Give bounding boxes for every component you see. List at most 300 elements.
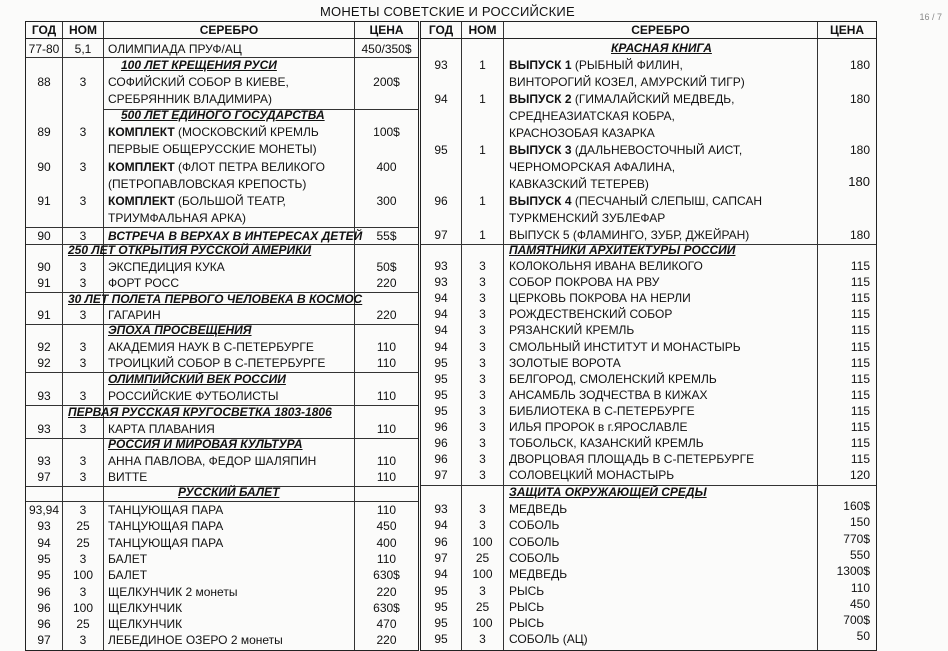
table-row bbox=[421, 142, 876, 158]
row-nominal: 3 bbox=[479, 291, 486, 306]
row-title bbox=[108, 584, 237, 600]
row-title-text: ФОРТ РОСС bbox=[108, 276, 179, 290]
row-year: 96 bbox=[434, 452, 448, 467]
row-title bbox=[509, 290, 691, 306]
row-price: 180 bbox=[849, 228, 870, 242]
table-row bbox=[26, 74, 418, 90]
row-title bbox=[509, 615, 544, 631]
page-title: МОНЕТЫ СОВЕТСКИЕ И РОССИЙСКИЕ bbox=[320, 4, 575, 19]
row-price: 110 bbox=[376, 454, 397, 468]
row-nominal: 3 bbox=[479, 371, 486, 386]
row-year: 90 bbox=[37, 229, 51, 243]
row-price: 180 bbox=[849, 143, 870, 157]
row-nominal: 3 bbox=[79, 389, 87, 403]
table-row bbox=[421, 355, 876, 371]
row-nominal: 1 bbox=[479, 143, 486, 157]
row-title bbox=[509, 599, 544, 615]
row-title-text: ЩЕЛКУНЧИК 2 монеты bbox=[108, 584, 238, 599]
row-nominal: 25 bbox=[76, 617, 90, 632]
table-row bbox=[421, 501, 876, 517]
row-title-text: (МОСКОВСКИЙ КРЕМЛЬ bbox=[178, 125, 319, 139]
row-title-text: ЛЕБЕДИНОЕ ОЗЕРО 2 монеты bbox=[108, 633, 283, 648]
row-price: 770$ bbox=[843, 531, 870, 546]
row-price: 200$ bbox=[373, 75, 400, 89]
row-title bbox=[108, 259, 225, 275]
row-year: 94 bbox=[434, 92, 448, 106]
row-continuation: ПЕРВЫЕ ОБЩЕРУССКИЕ МОНЕТЫ) bbox=[108, 142, 317, 156]
row-title bbox=[108, 567, 147, 583]
row-nominal: 100 bbox=[472, 567, 493, 582]
row-price: 700$ bbox=[843, 613, 870, 628]
row-year: 95 bbox=[434, 616, 448, 631]
row-continuation: (ПЕТРОПАВЛОВСКАЯ КРЕПОСТЬ) bbox=[108, 177, 307, 191]
row-year: 95 bbox=[37, 551, 51, 566]
row-title-text: ТРОИЦКИЙ СОБОР В С-ПЕТЕРБУРГЕ bbox=[108, 356, 326, 370]
row-title bbox=[509, 583, 544, 599]
row-title bbox=[108, 339, 314, 355]
row-title bbox=[108, 307, 161, 323]
left-table-header bbox=[26, 22, 418, 39]
row-nominal: 3 bbox=[479, 339, 486, 354]
table-row bbox=[26, 159, 418, 175]
row-title-bold: ВЫПУСК 3 bbox=[509, 143, 572, 157]
row-year: 93 bbox=[434, 58, 448, 72]
table-row bbox=[26, 307, 418, 323]
table-row bbox=[26, 535, 418, 551]
row-nominal: 3 bbox=[479, 275, 486, 290]
row-nominal: 1 bbox=[479, 194, 486, 208]
table-row bbox=[421, 435, 876, 451]
row-title-text: СОБОЛЬ bbox=[509, 518, 560, 533]
row-nominal: 3 bbox=[79, 454, 87, 468]
row-price: 110 bbox=[376, 356, 397, 370]
row-title bbox=[509, 534, 559, 550]
row-title-text: (ФЛОТ ПЕТРА ВЕЛИКОГО bbox=[178, 160, 325, 174]
table-row bbox=[26, 124, 418, 140]
row-price: 220 bbox=[376, 633, 397, 648]
row-nominal: 3 bbox=[479, 259, 486, 273]
row-title bbox=[509, 227, 749, 243]
table-row bbox=[421, 580, 876, 599]
col-name-header: СЕРЕБРО bbox=[631, 23, 690, 37]
table-row bbox=[421, 547, 876, 566]
row-price: 400 bbox=[376, 535, 397, 550]
table-row bbox=[26, 339, 418, 355]
row-title bbox=[509, 451, 754, 467]
row-title-text: МЕДВЕДЬ bbox=[509, 502, 568, 516]
row-nominal: 3 bbox=[79, 308, 87, 322]
row-title-text: ВСТРЕЧА В ВЕРХАХ В ИНТЕРЕСАХ ДЕТЕЙ bbox=[108, 229, 363, 243]
section-title: ПАМЯТНИКИ АРХИТЕКТУРЫ РОССИИ bbox=[509, 243, 736, 257]
row-title bbox=[509, 435, 704, 451]
row-price: 110 bbox=[850, 580, 870, 595]
row-title-bold: ВЫПУСК 1 bbox=[509, 58, 572, 72]
row-title-text: ТОБОЛЬСК, КАЗАНСКИЙ КРЕМЛЬ bbox=[509, 436, 704, 451]
row-year: 93 bbox=[37, 389, 51, 403]
row-nominal: 3 bbox=[479, 452, 486, 467]
row-title bbox=[108, 616, 182, 632]
row-nominal: 1 bbox=[479, 228, 486, 242]
row-title bbox=[509, 566, 567, 582]
row-title bbox=[108, 388, 278, 404]
row-nominal: 3 bbox=[479, 436, 486, 451]
row-year: 91 bbox=[37, 194, 51, 208]
row-title-text: РОССИЙСКИЕ ФУТБОЛИСТЫ bbox=[108, 389, 279, 403]
row-title bbox=[509, 142, 742, 158]
table-row bbox=[421, 258, 876, 274]
row-title bbox=[108, 41, 242, 57]
table-row bbox=[26, 502, 418, 518]
row-year: 92 bbox=[37, 340, 51, 354]
row-year: 96 bbox=[37, 617, 51, 632]
row-title bbox=[509, 91, 734, 107]
row-nominal: 25 bbox=[475, 550, 490, 565]
row-year: 95 bbox=[434, 599, 448, 614]
row-title-text: РОЖДЕСТВЕНСКИЙ СОБОР bbox=[509, 307, 673, 322]
table-row bbox=[421, 419, 876, 435]
row-year: 90 bbox=[37, 160, 51, 174]
row-price: 450/350$ bbox=[361, 42, 412, 56]
row-title-text: (РЫБНЫЙ ФИЛИН, bbox=[574, 58, 683, 72]
row-continuation: ТУРКМЕНСКИЙ ЗУБЛЕФАР bbox=[509, 211, 666, 225]
row-year: 94 bbox=[434, 339, 448, 354]
row-title-text: ОЛИМПИАДА ПРУФ/АЦ bbox=[108, 42, 242, 56]
row-continuation: ТРИУМФАЛЬНАЯ АРКА) bbox=[108, 211, 246, 225]
row-price: 110 bbox=[376, 340, 397, 354]
row-price: 110 bbox=[376, 470, 397, 484]
row-nominal: 25 bbox=[475, 599, 490, 614]
col-nom-header: НОМ bbox=[468, 23, 497, 37]
row-title-bold: ВЫПУСК 4 bbox=[509, 194, 572, 208]
row-nominal: 3 bbox=[479, 403, 486, 418]
row-price: 115 bbox=[850, 307, 870, 322]
table-row bbox=[421, 274, 876, 290]
row-nominal: 1 bbox=[479, 58, 486, 72]
row-nominal: 3 bbox=[79, 356, 87, 370]
row-title bbox=[108, 159, 325, 175]
section-title: 500 ЛЕТ ЕДИНОГО ГОСУДАРСТВА bbox=[121, 108, 325, 122]
section-title: ПЕРВАЯ РУССКАЯ КРУГОСВЕТКА 1803-1806 bbox=[68, 405, 332, 419]
row-title bbox=[509, 274, 659, 290]
row-year: 96 bbox=[37, 600, 51, 615]
row-price: 400 bbox=[376, 160, 397, 174]
table-row bbox=[421, 566, 876, 582]
row-title-text: СОБОЛЬ (АЦ) bbox=[509, 632, 588, 647]
row-continuation: СРЕДНЕАЗИАТСКАЯ КОБРА, bbox=[509, 109, 675, 123]
row-nominal: 3 bbox=[479, 632, 486, 647]
table-row bbox=[26, 567, 418, 583]
row-price: 150 bbox=[849, 515, 870, 530]
col-year-header: ГОД bbox=[31, 23, 57, 37]
table-row bbox=[26, 616, 418, 632]
row-year: 95 bbox=[434, 632, 448, 647]
row-title-text: КАРТА ПЛАВАНИЯ bbox=[108, 422, 215, 436]
row-year: 93 bbox=[434, 259, 448, 273]
row-title bbox=[108, 453, 316, 469]
row-year: 95 bbox=[434, 371, 448, 386]
row-year: 95 bbox=[434, 355, 448, 370]
row-nominal: 100 bbox=[472, 534, 493, 549]
table-row bbox=[421, 517, 876, 533]
table-row bbox=[421, 451, 876, 467]
row-year: 92 bbox=[37, 356, 51, 370]
row-year: 95 bbox=[434, 403, 448, 418]
row-title-text: РЫСЬ bbox=[509, 616, 545, 631]
row-year: 93 bbox=[434, 275, 448, 290]
row-price: 630$ bbox=[373, 600, 400, 615]
row-title bbox=[509, 339, 741, 355]
row-price: 1300$ bbox=[836, 564, 870, 579]
section-title: ЗАЩИТА ОКРУЖАЮЩЕЙ СРЕДЫ bbox=[509, 485, 707, 499]
row-price: 115 bbox=[850, 387, 870, 402]
table-row bbox=[26, 228, 418, 244]
row-year: 97 bbox=[434, 228, 448, 242]
row-title-text: ЗОЛОТЫЕ ВОРОТА bbox=[509, 355, 621, 370]
row-price: 220 bbox=[376, 584, 397, 599]
row-title-text: РЫСЬ bbox=[509, 599, 545, 614]
table-row bbox=[26, 259, 418, 275]
row-year: 97 bbox=[434, 468, 448, 483]
section-title: РУССКИЙ БАЛЕТ bbox=[178, 485, 280, 499]
row-title-text: (ДАЛЬНЕВОСТОЧНЫЙ АИСТ, bbox=[574, 143, 743, 157]
row-year: 93,94 bbox=[28, 503, 60, 517]
row-year: 91 bbox=[37, 308, 51, 322]
table-row bbox=[421, 91, 876, 107]
table-row bbox=[26, 518, 418, 534]
row-year: 95 bbox=[37, 568, 51, 583]
row-price: 110 bbox=[376, 551, 397, 566]
row-title bbox=[509, 387, 708, 403]
row-nominal: 3 bbox=[79, 125, 87, 139]
row-title-text: ИЛЬЯ ПРОРОК в г.ЯРОСЛАВЛЕ bbox=[509, 420, 688, 434]
row-nominal: 3 bbox=[79, 503, 87, 517]
row-title bbox=[108, 600, 182, 616]
row-title-text: СОБОР ПОКРОВА НА РВУ bbox=[509, 275, 660, 290]
row-title bbox=[108, 228, 362, 244]
row-year: 88 bbox=[37, 75, 51, 89]
row-nominal: 3 bbox=[479, 502, 486, 516]
row-year: 96 bbox=[434, 436, 448, 451]
row-title-text: ТАНЦУЮЩАЯ ПАРА bbox=[108, 519, 224, 534]
row-nominal: 3 bbox=[479, 323, 486, 338]
row-title bbox=[509, 403, 695, 419]
table-row bbox=[421, 193, 876, 209]
row-title-text: АНСАМБЛЬ ЗОДЧЕСТВА В КИЖАХ bbox=[509, 387, 708, 402]
row-title-text: АКАДЕМИЯ НАУК В С-ПЕТЕРБУРГЕ bbox=[108, 340, 314, 354]
row-price: 55$ bbox=[376, 229, 397, 243]
row-year: 91 bbox=[37, 276, 51, 290]
col-nom-header: НОМ bbox=[69, 23, 97, 37]
row-price: 115 bbox=[850, 403, 870, 418]
col-price-header: ЦЕНА bbox=[369, 23, 404, 37]
row-year: 93 bbox=[434, 502, 448, 516]
section-title: 100 ЛЕТ КРЕЩЕНИЯ РУСИ bbox=[121, 58, 277, 72]
table-row bbox=[421, 403, 876, 419]
col-year-header: ГОД bbox=[428, 23, 454, 37]
row-year: 93 bbox=[37, 454, 51, 468]
row-price: 115 bbox=[850, 355, 870, 370]
row-title bbox=[509, 550, 559, 566]
row-title bbox=[509, 322, 634, 338]
row-price: 450 bbox=[376, 519, 397, 534]
row-year: 94 bbox=[37, 535, 51, 550]
table-row bbox=[421, 290, 876, 306]
section-title: 30 ЛЕТ ПОЛЕТА ПЕРВОГО ЧЕЛОВЕКА В КОСМОС bbox=[68, 292, 363, 306]
row-title bbox=[509, 258, 703, 274]
row-year: 97 bbox=[434, 550, 448, 565]
row-title-text: БИБЛИОТЕКА В С-ПЕТЕРБУРГЕ bbox=[509, 403, 695, 418]
row-price: 110 bbox=[376, 389, 397, 403]
row-continuation: СРЕБРЯННИК ВЛАДИМИРА) bbox=[108, 92, 272, 106]
row-price: 300 bbox=[376, 194, 397, 208]
row-price: 550 bbox=[849, 547, 870, 562]
row-nominal: 3 bbox=[79, 75, 87, 89]
row-year: 94 bbox=[434, 567, 448, 582]
table-row bbox=[421, 306, 876, 322]
row-price: 115 bbox=[850, 339, 870, 354]
row-continuation: ВИНТОРОГИЙ КОЗЕЛ, АМУРСКИЙ ТИГР) bbox=[509, 75, 745, 89]
row-title bbox=[509, 419, 688, 435]
left-table bbox=[25, 21, 419, 651]
row-price: 115 bbox=[850, 291, 870, 306]
row-year: 95 bbox=[434, 387, 448, 402]
row-year: 77-80 bbox=[28, 42, 60, 56]
row-title bbox=[509, 501, 567, 517]
row-price: 470 bbox=[376, 617, 397, 632]
row-title-text: ТАНЦУЮЩАЯ ПАРА bbox=[108, 503, 224, 517]
row-price: 115 bbox=[850, 275, 870, 290]
row-title bbox=[509, 193, 762, 209]
section-title: КРАСНАЯ КНИГА bbox=[611, 41, 712, 55]
row-title-text: (ПЕСЧАНЫЙ СЛЕПЫШ, САПСАН bbox=[574, 194, 763, 208]
row-title-text: МЕДВЕДЬ bbox=[509, 567, 568, 582]
row-title-text: ЭКСПЕДИЦИЯ КУКА bbox=[108, 260, 225, 274]
row-price: 115 bbox=[850, 452, 870, 467]
row-title-text: ЩЕЛКУНЧИК bbox=[108, 617, 183, 632]
table-row bbox=[26, 469, 418, 485]
row-title bbox=[509, 631, 588, 647]
row-title bbox=[509, 57, 683, 73]
row-title bbox=[108, 124, 319, 140]
row-title-text: БАЛЕТ bbox=[108, 551, 148, 566]
row-title-text: ДВОРЦОВАЯ ПЛОЩАДЬ В С-ПЕТЕРБУРГЕ bbox=[509, 452, 755, 467]
row-title-text: ГАГАРИН bbox=[108, 308, 161, 322]
row-title-bold: КОМПЛЕКТ bbox=[108, 194, 175, 208]
row-nominal: 3 bbox=[479, 518, 486, 533]
row-price: 160$ bbox=[843, 499, 870, 513]
row-price: 180 bbox=[849, 92, 870, 106]
row-continuation: КРАСНОЗОБАЯ КАЗАРКА bbox=[509, 126, 655, 140]
table-row bbox=[26, 453, 418, 469]
row-year: 95 bbox=[434, 143, 448, 157]
row-nominal: 25 bbox=[76, 535, 90, 550]
table-row bbox=[421, 322, 876, 338]
row-title-text: СМОЛЬНЫЙ ИНСТИТУТ И МОНАСТЫРЬ bbox=[509, 339, 741, 354]
table-row bbox=[421, 631, 876, 647]
row-price: 110 bbox=[376, 503, 397, 517]
row-nominal: 3 bbox=[79, 229, 87, 243]
row-price: 220 bbox=[376, 308, 397, 322]
table-row bbox=[26, 41, 418, 57]
row-nominal: 3 bbox=[479, 307, 486, 322]
row-title bbox=[108, 421, 215, 437]
row-title-text: (ГИМАЛАЙСКИЙ МЕДВЕДЬ, bbox=[574, 92, 735, 106]
row-title-text: КОЛОКОЛЬНЯ ИВАНА ВЕЛИКОГО bbox=[509, 259, 703, 273]
row-year: 94 bbox=[434, 323, 448, 338]
row-price: 180 bbox=[848, 174, 870, 189]
row-title bbox=[509, 306, 672, 322]
row-nominal: 3 bbox=[79, 160, 87, 174]
row-nominal: 100 bbox=[72, 600, 94, 615]
section-title: ЭПОХА ПРОСВЕЩЕНИЯ bbox=[108, 323, 252, 337]
row-nominal: 5,1 bbox=[74, 42, 92, 56]
row-year: 94 bbox=[434, 291, 448, 306]
row-title-bold: КОМПЛЕКТ bbox=[108, 160, 175, 174]
row-nominal: 3 bbox=[79, 260, 87, 274]
table-row bbox=[26, 355, 418, 371]
row-year: 89 bbox=[37, 125, 51, 139]
row-year: 90 bbox=[37, 260, 51, 274]
table-row bbox=[421, 467, 876, 483]
row-year: 96 bbox=[434, 420, 448, 434]
row-title bbox=[108, 502, 223, 518]
table-row bbox=[421, 596, 876, 615]
row-price: 115 bbox=[850, 259, 870, 273]
row-price: 115 bbox=[850, 323, 870, 338]
row-title bbox=[509, 355, 621, 371]
row-title bbox=[108, 551, 147, 567]
row-title-text: СОБОЛЬ bbox=[509, 550, 560, 565]
table-row bbox=[421, 531, 876, 550]
row-title bbox=[509, 467, 674, 483]
row-title-text: БЕЛГОРОД, СМОЛЕНСКИЙ КРЕМЛЬ bbox=[509, 371, 717, 386]
row-price: 450 bbox=[849, 596, 870, 611]
row-title bbox=[509, 517, 559, 533]
row-year: 96 bbox=[434, 534, 448, 549]
row-price: 100$ bbox=[373, 125, 400, 139]
row-nominal: 3 bbox=[79, 276, 87, 290]
row-nominal: 100 bbox=[472, 616, 493, 631]
margin-note: 16 / 7 bbox=[919, 12, 942, 22]
row-price: 50 bbox=[856, 629, 870, 644]
row-title-bold: ВЫПУСК 2 bbox=[509, 92, 572, 106]
table-row bbox=[26, 421, 418, 437]
row-price: 110 bbox=[376, 422, 397, 436]
row-title bbox=[509, 371, 717, 387]
table-row bbox=[26, 388, 418, 404]
table-row bbox=[421, 615, 876, 631]
right-table bbox=[420, 21, 877, 651]
row-nominal: 3 bbox=[479, 583, 486, 598]
table-row bbox=[421, 387, 876, 403]
row-price: 630$ bbox=[373, 568, 400, 583]
row-year: 94 bbox=[434, 307, 448, 322]
table-row bbox=[26, 275, 418, 291]
row-continuation: ЧЕРНОМОРСКАЯ АФАЛИНА, bbox=[509, 160, 676, 174]
table-row bbox=[26, 551, 418, 567]
row-year: 94 bbox=[434, 518, 448, 533]
row-title-text: РЫСЬ bbox=[509, 583, 545, 598]
row-title bbox=[108, 275, 179, 291]
row-title bbox=[108, 518, 223, 534]
right-table-header bbox=[421, 22, 876, 39]
row-nominal: 3 bbox=[79, 340, 87, 354]
row-price: 180 bbox=[849, 58, 870, 72]
row-title-text: АННА ПАВЛОВА, ФЕДОР ШАЛЯПИН bbox=[108, 454, 317, 468]
row-title-text: СОФИЙСКИЙ СОБОР В КИЕВЕ, bbox=[108, 75, 289, 89]
row-year: 93 bbox=[37, 422, 51, 436]
table-row bbox=[26, 600, 418, 616]
